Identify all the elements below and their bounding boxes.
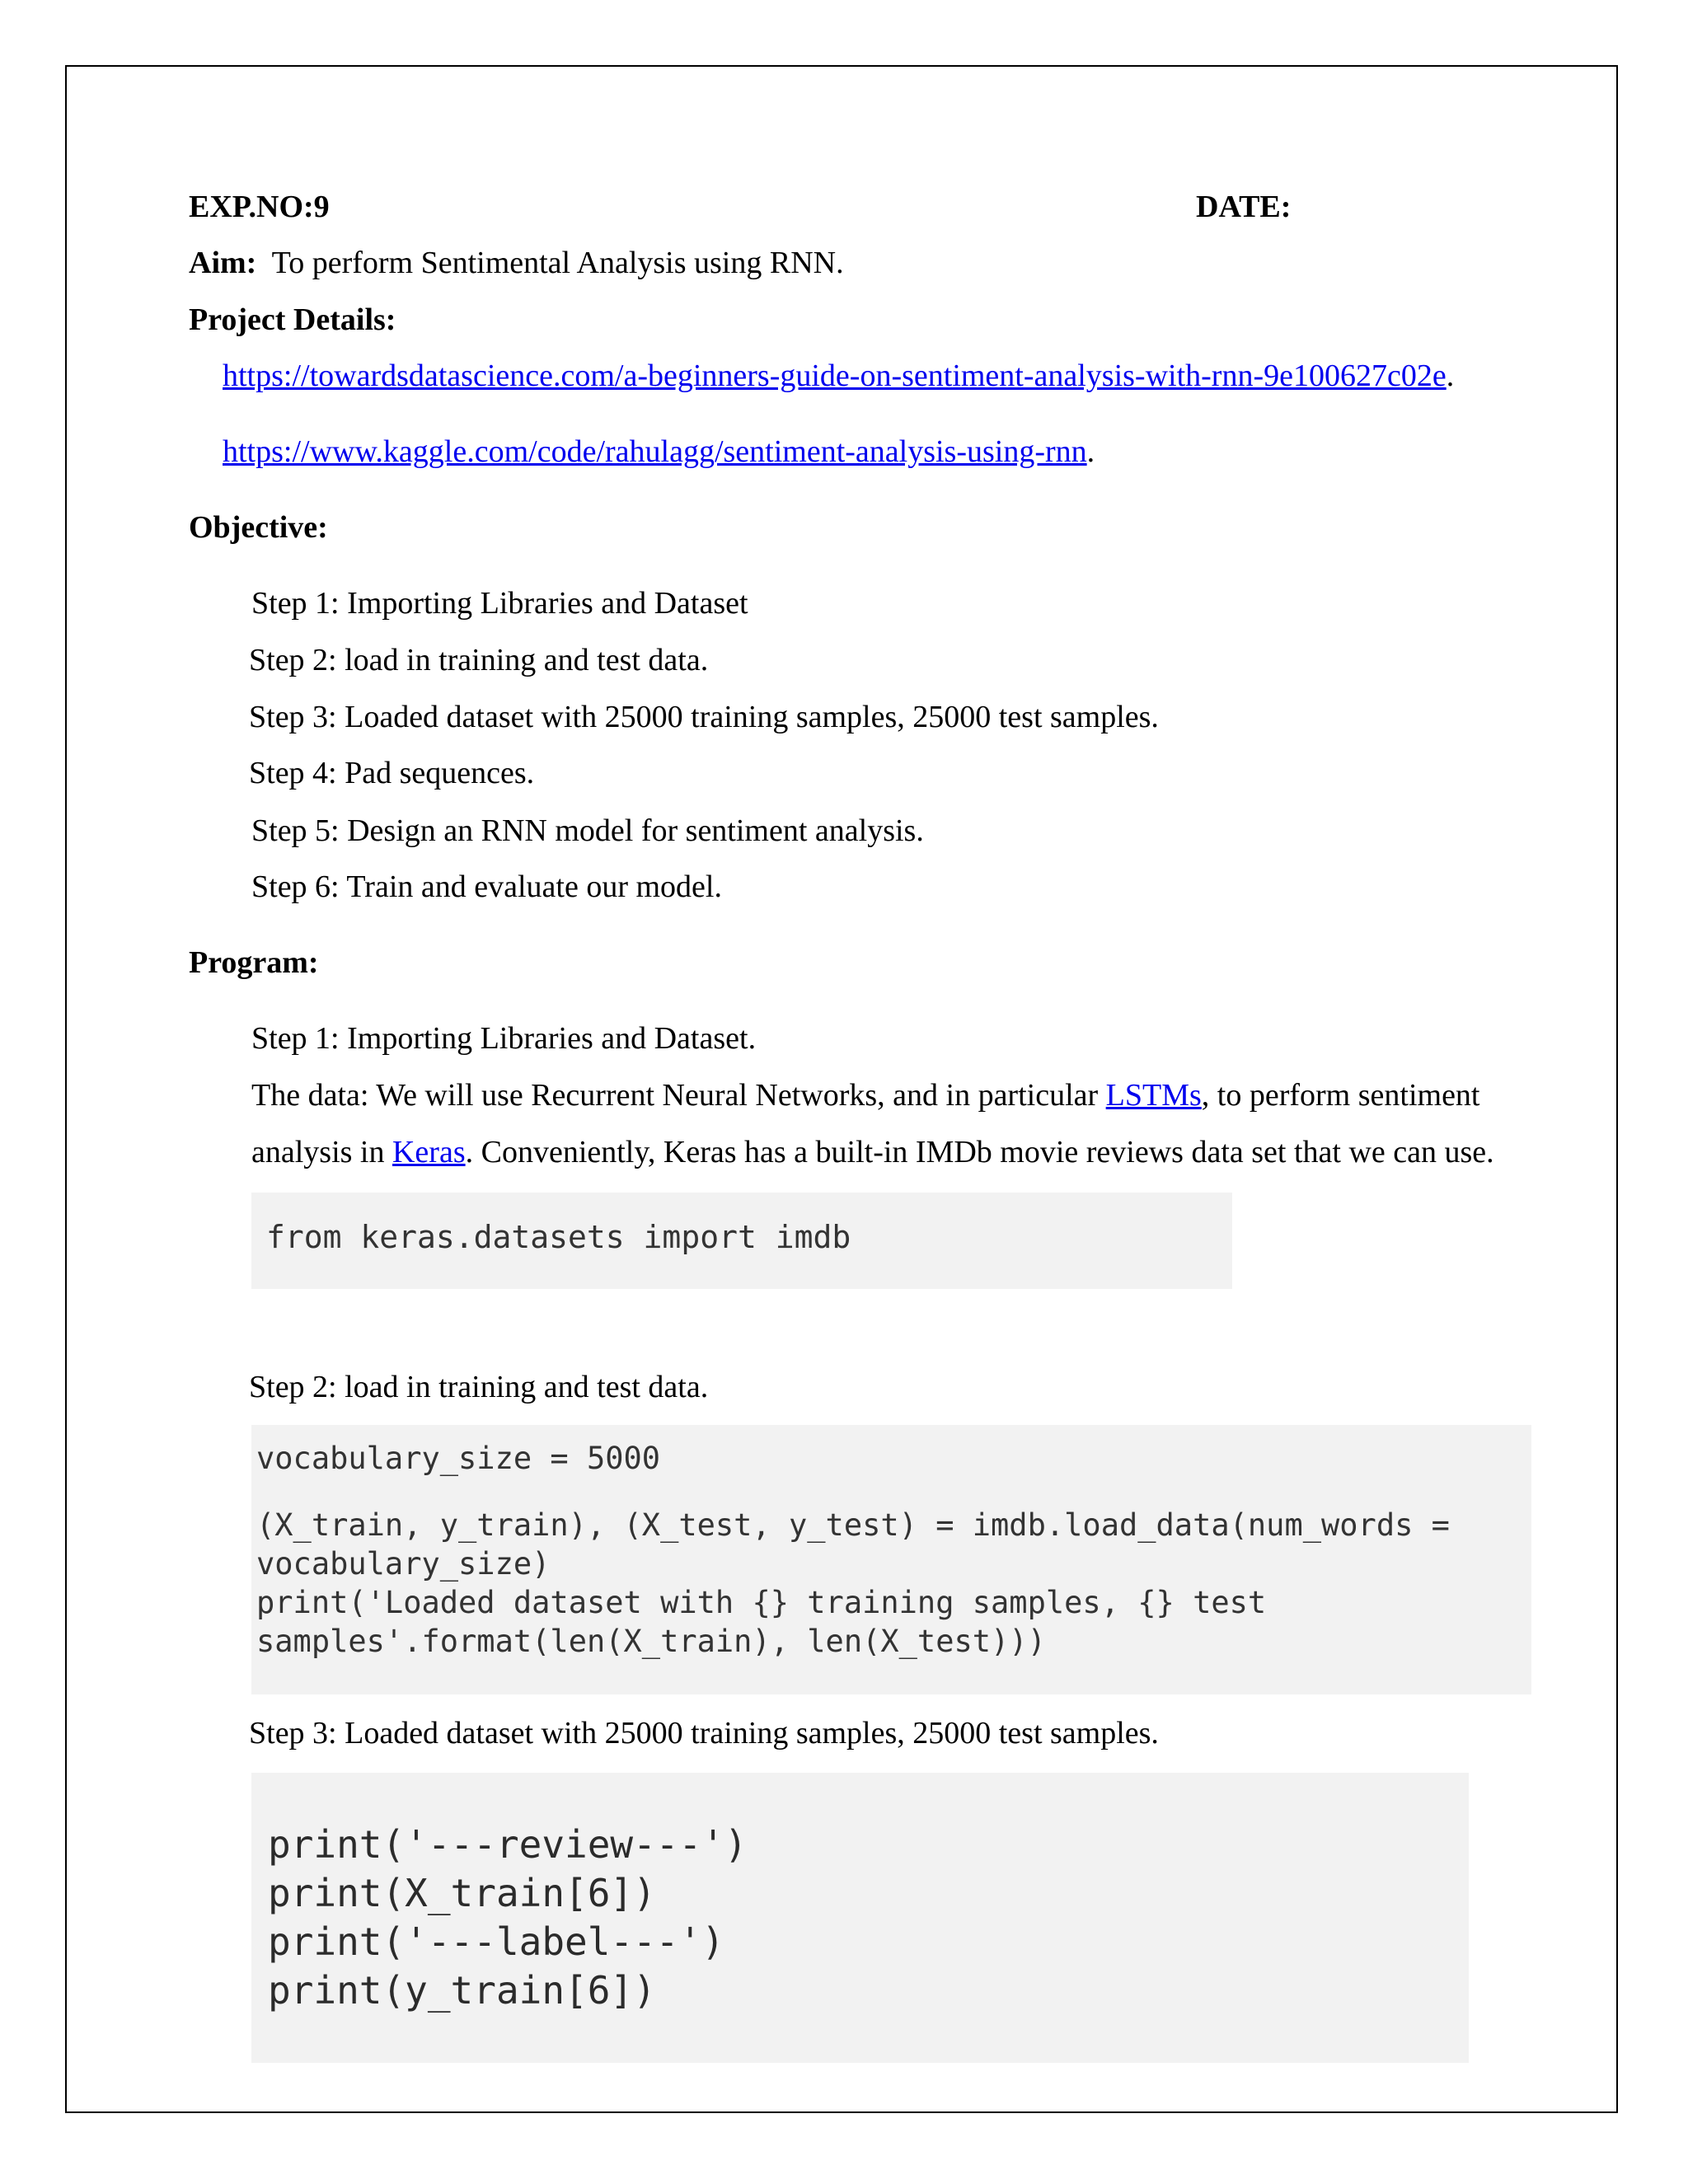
program-paragraph-line-1 xyxy=(251,1076,1480,1114)
objective-step-3: Step 3: Loaded dataset with 25000 training samples, 25000 test samples. xyxy=(249,700,1159,734)
link-1-period: . xyxy=(1446,359,1455,393)
paragraph-text-4: . Conveniently, Keras has a built-in IMDb movie reviews data set that we can use. xyxy=(465,1135,1494,1169)
lstms-link[interactable]: LSTMs xyxy=(1105,1078,1202,1113)
aim-line xyxy=(189,244,844,282)
keras-link[interactable]: Keras xyxy=(392,1135,466,1169)
objective-step-4: Step 4: Pad sequences. xyxy=(249,756,535,790)
code-print-review-text: print('---review---') print(X_train[6]) print('---label---') print(y_train[6]) xyxy=(268,1822,748,2013)
paragraph-text-1: The data: We will use Recurrent Neural Networks, and in particular xyxy=(251,1078,1106,1113)
code-import-text: from keras.datasets import imdb xyxy=(266,1219,851,1255)
project-details-heading: Project Details: xyxy=(189,302,396,337)
objective-step-6: Step 6: Train and evaluate our model. xyxy=(251,869,722,904)
code-vocab-line: vocabulary_size = 5000 xyxy=(256,1441,661,1476)
date-label: DATE: xyxy=(1196,190,1292,224)
code-block-print-review xyxy=(251,1773,1469,2063)
objective-step-5: Step 5: Design an RNN model for sentiment analysis. xyxy=(251,813,924,848)
code-load-data-text: (X_train, y_train), (X_test, y_test) = imdb.load_data(num_words = vocabulary_size) print('Loaded dataset with {} training samples, {} test samples'.format(len(X_train), len(X_test))) xyxy=(256,1507,1450,1659)
paragraph-text-2: , to perform sentiment xyxy=(1201,1078,1480,1113)
link-2-period: . xyxy=(1086,434,1095,469)
aim-label: Aim: xyxy=(189,246,257,280)
aim-text: To perform Sentimental Analysis using RNN. xyxy=(271,246,844,280)
towardsdatascience-link[interactable]: https://towardsdatascience.com/a-beginners-guide-on-sentiment-analysis-with-rnn-9e100627c02e xyxy=(223,359,1447,393)
project-link-2-line xyxy=(223,433,1095,471)
kaggle-link[interactable]: https://www.kaggle.com/code/rahulagg/sentiment-analysis-using-rnn xyxy=(223,434,1087,469)
code-block-load-data xyxy=(251,1425,1531,1694)
paragraph-text-3: analysis in xyxy=(251,1135,392,1169)
program-step-3-title: Step 3: Loaded dataset with 25000 training samples, 25000 test samples. xyxy=(249,1716,1159,1750)
program-heading: Program: xyxy=(189,945,319,980)
project-link-1-line xyxy=(223,357,1454,395)
program-paragraph-line-2 xyxy=(251,1133,1494,1171)
code-block-import xyxy=(251,1193,1232,1289)
program-step-2-title: Step 2: load in training and test data. xyxy=(249,1370,709,1404)
objective-heading: Objective: xyxy=(189,510,328,545)
exp-number: EXP.NO:9 xyxy=(189,190,330,224)
program-step-1-title: Step 1: Importing Libraries and Dataset. xyxy=(251,1021,757,1056)
objective-step-2: Step 2: load in training and test data. xyxy=(249,643,709,677)
objective-step-1: Step 1: Importing Libraries and Dataset xyxy=(251,586,748,621)
